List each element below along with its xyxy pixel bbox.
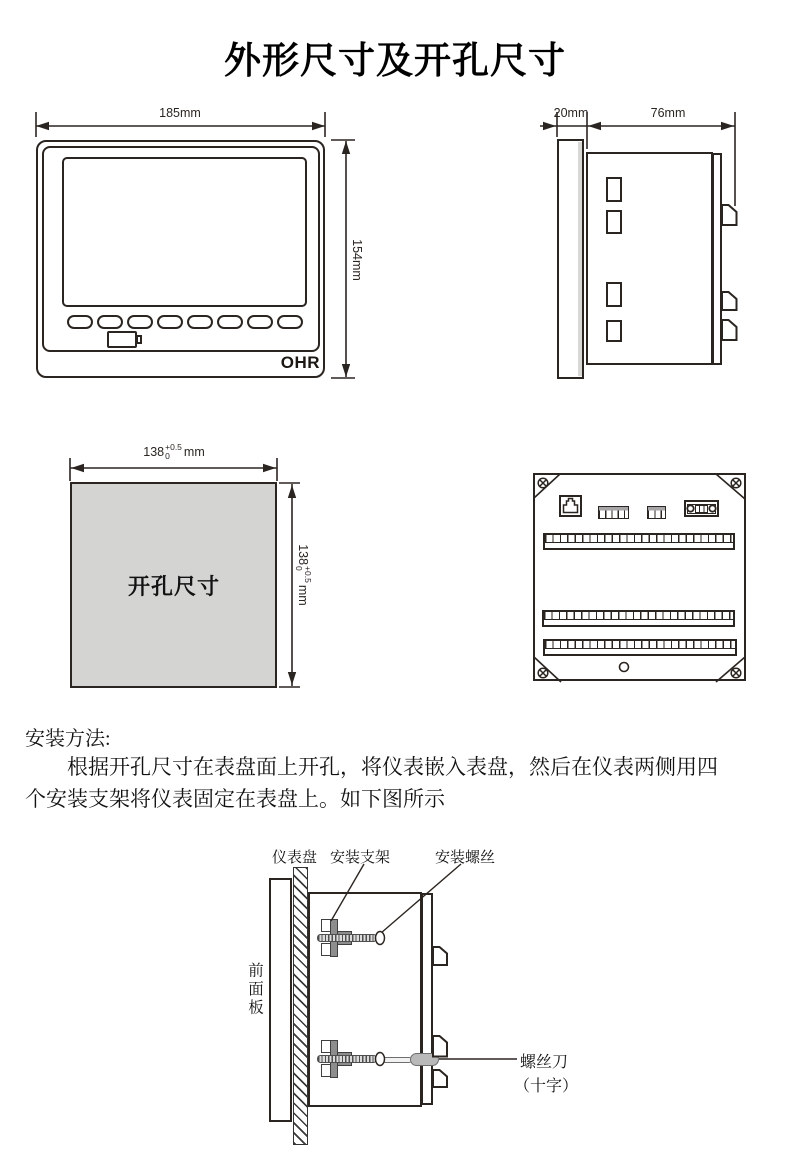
front-button: [247, 315, 273, 329]
front-usb-port: [107, 331, 137, 348]
front-button: [187, 315, 213, 329]
cutout-label: 开孔尺寸: [127, 574, 220, 599]
front-button-row: [67, 315, 303, 329]
cutout-width-tol-upper: +0.5: [165, 442, 182, 452]
side-body-depth-label: 76mm: [650, 106, 686, 120]
power-connector-cells: [695, 505, 708, 513]
screwdriver-label-sub: （十字）: [514, 1078, 579, 1095]
mounting-screw: [317, 1055, 377, 1063]
side-vent-slot: [606, 177, 622, 202]
mounting-panel-hatched: [293, 867, 308, 1145]
front-button: [217, 315, 243, 329]
cutout-height-tol-lower: 0: [294, 566, 304, 571]
install-mounting-tabs: [433, 947, 447, 1087]
side-vent-slot: [606, 210, 622, 234]
mounting-screw: [317, 934, 377, 942]
install-front-bezel: [269, 878, 292, 1122]
screw-label: 安装螺丝: [435, 850, 496, 866]
instructions-line2: 个安装支架将仪表固定在表盘上。如下图所示: [25, 787, 445, 811]
side-bezel-shading: [578, 142, 582, 376]
cutout-height-value: 138: [296, 544, 310, 566]
cutout-height-tol-upper: +0.5: [302, 566, 313, 583]
page-title: 外形尺寸及开孔尺寸: [224, 40, 566, 81]
panel-label: 仪表盘: [272, 850, 318, 866]
cutout-width-value: 138: [143, 444, 165, 459]
front-button: [157, 315, 183, 329]
terminal-strip: [543, 639, 737, 656]
screwdriver-handle: [410, 1053, 439, 1066]
terminal-connector-3pin: [647, 506, 666, 519]
side-vent-slot: [606, 320, 622, 342]
front-button: [277, 315, 303, 329]
front-button: [127, 315, 153, 329]
terminal-strip: [542, 610, 735, 627]
front-usb-tab: [136, 335, 142, 344]
cutout-width-dimension-lines: [70, 458, 277, 481]
side-mounting-tabs: [722, 205, 737, 340]
cutout-width-unit: mm: [183, 444, 205, 459]
front-width-dimension-label: 185mm: [159, 106, 201, 120]
side-rear-strip: [712, 153, 722, 365]
cutout-width-tol-lower: 0: [165, 450, 170, 461]
front-screen: [62, 157, 307, 307]
cutout-height-dimension: [294, 536, 312, 614]
terminal-strip: [543, 533, 735, 550]
instructions-heading: 安装方法:: [25, 728, 111, 750]
side-vent-slot: [606, 282, 622, 307]
instructions-line1: 根据开孔尺寸在表盘面上开孔，将仪表嵌入表盘，然后在仪表两侧用四: [67, 755, 718, 779]
front-button: [97, 315, 123, 329]
brand-logo: OHR: [280, 353, 320, 372]
cutout-width-dimension: [135, 443, 213, 461]
side-bezel-depth-label: 20mm: [553, 106, 589, 120]
bracket-label: 安装支架: [330, 850, 391, 866]
front-button: [67, 315, 93, 329]
cutout-height-unit: mm: [296, 584, 310, 606]
front-panel-label: 前面板: [246, 962, 263, 1018]
front-height-dimension-label: 154mm: [350, 239, 364, 281]
screwdriver-shaft: [381, 1057, 412, 1063]
screwdriver-label: 螺丝刀: [520, 1054, 569, 1071]
ethernet-port: [559, 495, 582, 517]
install-rear-strip: [421, 893, 433, 1105]
terminal-connector-5pin: [598, 506, 629, 519]
